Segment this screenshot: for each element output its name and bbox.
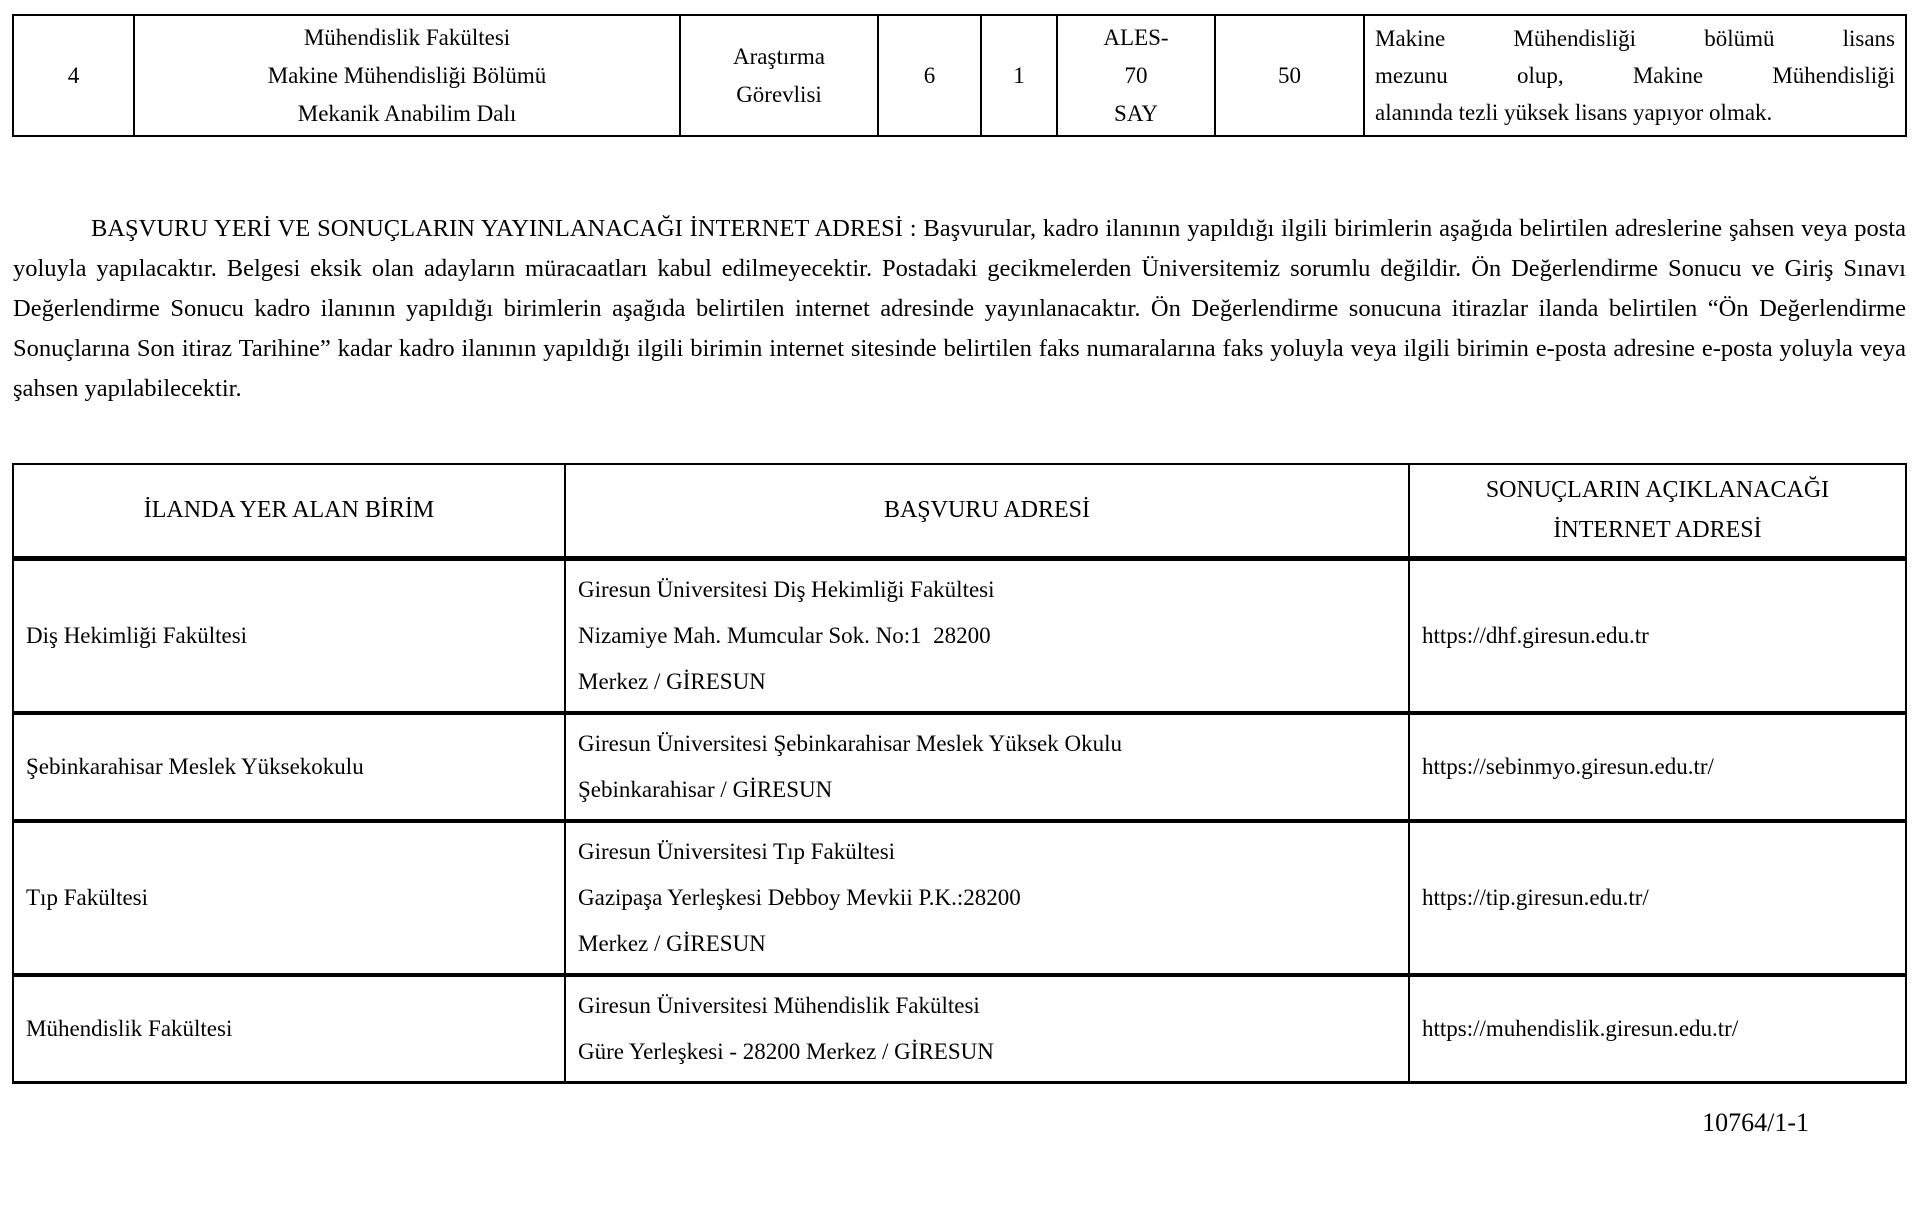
position-table bbox=[12, 14, 1907, 137]
position-title-cell: Araştırma Görevlisi bbox=[680, 15, 878, 136]
table-row bbox=[13, 821, 1906, 975]
unit-cell: Diş Hekimliği Fakültesi bbox=[13, 558, 565, 713]
address-cell: Giresun Üniversitesi Şebinkarahisar Meslek Yüksek Okulu Şebinkarahisar / GİRESUN bbox=[565, 713, 1409, 821]
unit-cell: Mühendislik Fakültesi bbox=[13, 975, 565, 1083]
result-url-cell: https://muhendislik.giresun.edu.tr/ bbox=[1409, 975, 1906, 1083]
header-address: BAŞVURU ADRESİ bbox=[565, 464, 1409, 558]
position-unit-cell: Mühendislik Fakültesi Makine Mühendisliği Bölümü Mekanik Anabilim Dalı bbox=[134, 15, 680, 136]
result-url-cell: https://tip.giresun.edu.tr/ bbox=[1409, 821, 1906, 975]
announcement-reference-code: 10764/1-1 bbox=[1702, 1107, 1809, 1137]
table-row bbox=[13, 713, 1906, 821]
position-row bbox=[13, 15, 1906, 136]
address-cell: Giresun Üniversitesi Diş Hekimliği Fakültesi Nizamiye Mah. Mumcular Sok. No:1 28200 Merkez / GİRESUN bbox=[565, 558, 1409, 713]
table-row bbox=[13, 558, 1906, 713]
position-requirement-cell: Makine Mühendisliği bölümü lisans mezunu olup, Makine Mühendisliği alanında tezli yüksek lisans yapıyor olmak. bbox=[1364, 15, 1906, 136]
address-cell: Giresun Üniversitesi Tıp Fakültesi Gazipaşa Yerleşkesi Debboy Mevkii P.K.:28200 Merkez / GİRESUN bbox=[565, 821, 1409, 975]
position-grade-cell: 6 bbox=[878, 15, 981, 136]
address-cell: Giresun Üniversitesi Mühendislik Fakültesi Güre Yerleşkesi - 28200 Merkez / GİRESUN bbox=[565, 975, 1409, 1083]
application-addresses-table bbox=[12, 463, 1907, 1084]
application-table-header-row bbox=[13, 464, 1906, 558]
header-unit: İLANDA YER ALAN BİRİM bbox=[13, 464, 565, 558]
position-score-cell: 50 bbox=[1215, 15, 1364, 136]
application-info-paragraph: BAŞVURU YERİ VE SONUÇLARIN YAYINLANACAĞI İNTERNET ADRESİ : Başvurular, kadro ilanının yapıldığı ilgili birimlerin aşağıda belirtilen adreslerine şahsen veya posta yoluyla yapılacaktır. Belgesi eksik olan adayların müracaatları kabul edilmeyecektir. Postadaki gecikmelerden Üniversitemiz sorumlu değildir. Ön Değerlendirme Sonucu ve Giriş Sınavı Değerlendirme Sonucu kadro ilanının yapıldığı birimlerin aşağıda belirtilen internet adresinde yayınlanacaktır. Ön Değerlendirme sonucuna itirazlar ilanda belirtilen “Ön Değerlendirme Sonuçlarına Son itiraz Tarihine” kadar kadro ilanının yapıldığı ilgili birimin internet sitesinde belirtilen faks numaralarına faks yoluyla veya ilgili birimin e-posta adresine e-posta yoluyla veya şahsen yapılabilecektir. bbox=[13, 215, 1906, 402]
header-result-url: SONUÇLARIN AÇIKLANACAĞI İNTERNET ADRESİ bbox=[1409, 464, 1906, 558]
unit-cell: Şebinkarahisar Meslek Yüksekokulu bbox=[13, 713, 565, 821]
position-count-cell: 1 bbox=[981, 15, 1057, 136]
position-row-number: 4 bbox=[13, 15, 134, 136]
table-row bbox=[13, 975, 1906, 1083]
position-exam-cell: ALES- 70 SAY bbox=[1057, 15, 1215, 136]
result-url-cell: https://sebinmyo.giresun.edu.tr/ bbox=[1409, 713, 1906, 821]
unit-cell: Tıp Fakültesi bbox=[13, 821, 565, 975]
result-url-cell: https://dhf.giresun.edu.tr bbox=[1409, 558, 1906, 713]
